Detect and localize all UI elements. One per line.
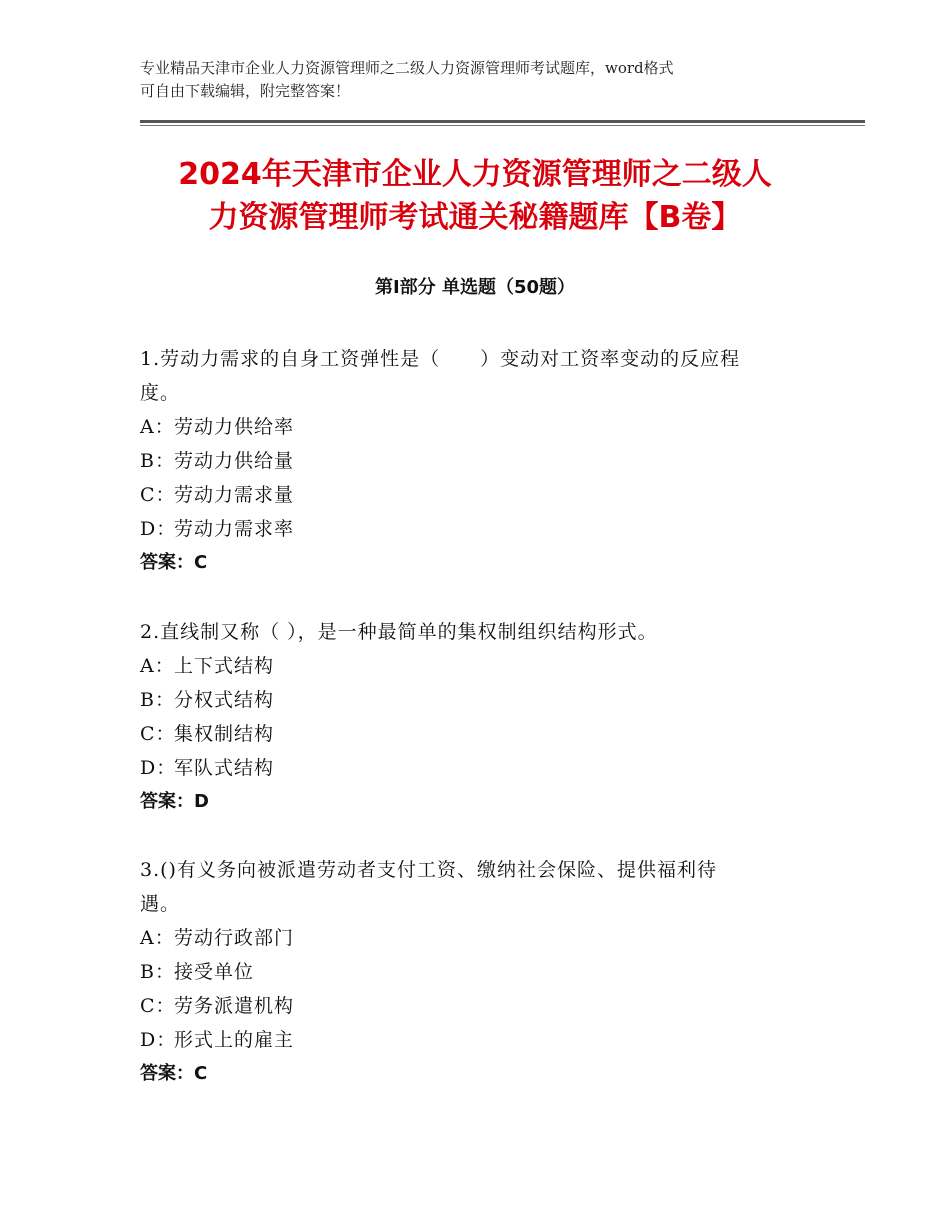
option-text: 劳动力供给率 (174, 416, 295, 438)
option-b (140, 955, 810, 989)
option-label: B： (140, 689, 175, 711)
option-text: 劳务派遣机构 (174, 995, 295, 1017)
option-label: A： (140, 655, 175, 677)
question-3 (140, 853, 810, 1091)
option-text: 劳动力需求量 (174, 484, 295, 506)
option-d (140, 512, 810, 546)
option-c (140, 717, 810, 751)
option-label: A： (140, 927, 175, 949)
document-title (140, 153, 810, 239)
header-note-line: 专业精品天津市企业人力资源管理师之二级人力资源管理师考试题库，word格式 (140, 59, 674, 77)
option-d (140, 1023, 810, 1057)
option-label: C： (140, 484, 176, 506)
option-label: B： (140, 961, 175, 983)
option-label: C： (140, 995, 176, 1017)
option-text: 接受单位 (174, 961, 255, 983)
option-label: D： (140, 757, 177, 779)
option-a (140, 410, 810, 444)
question-stem: 2.直线制又称（ ），是一种最简单的集权制组织结构形式。 (140, 621, 658, 643)
option-c (140, 989, 810, 1023)
option-text: 分权式结构 (174, 689, 275, 711)
header-divider-thin (140, 125, 865, 126)
option-label: B： (140, 450, 175, 472)
question-stem: 3.()有义务向被派遣劳动者支付工资、缴纳社会保险、提供福利待 (140, 859, 717, 881)
question-stem: 1.劳动力需求的自身工资弹性是（ ）变动对工资率变动的反应程 (140, 348, 741, 370)
option-b (140, 444, 810, 478)
option-a (140, 649, 810, 683)
header-divider-thick (140, 120, 865, 123)
title-line: 2024年天津市企业人力资源管理师之二级人 (178, 157, 772, 192)
question-2 (140, 615, 810, 819)
option-c (140, 478, 810, 512)
section-heading: 第Ⅰ部分 单选题（50题） (374, 277, 575, 298)
option-text: 劳动力需求率 (174, 518, 295, 540)
title-line: 力资源管理师考试通关秘籍题库【B卷】 (208, 200, 742, 235)
option-label: C： (140, 723, 176, 745)
answer-line: 答案：D (140, 791, 209, 812)
header-note (140, 57, 820, 103)
option-text: 劳动力供给量 (174, 450, 295, 472)
option-label: A： (140, 416, 175, 438)
option-label: D： (140, 1029, 177, 1051)
option-text: 军队式结构 (174, 757, 275, 779)
option-text: 集权制结构 (174, 723, 275, 745)
option-d (140, 751, 810, 785)
option-text: 劳动行政部门 (174, 927, 295, 949)
header-note-line: 可自由下载编辑，附完整答案！ (140, 82, 351, 100)
answer-line: 答案：C (140, 1063, 208, 1084)
question-stem: 度。 (140, 382, 181, 404)
option-b (140, 683, 810, 717)
answer-line: 答案：C (140, 552, 208, 573)
option-text: 形式上的雇主 (174, 1029, 295, 1051)
option-a (140, 921, 810, 955)
question-1 (140, 342, 810, 580)
option-text: 上下式结构 (174, 655, 275, 677)
question-stem: 遇。 (140, 893, 181, 915)
option-label: D： (140, 518, 177, 540)
